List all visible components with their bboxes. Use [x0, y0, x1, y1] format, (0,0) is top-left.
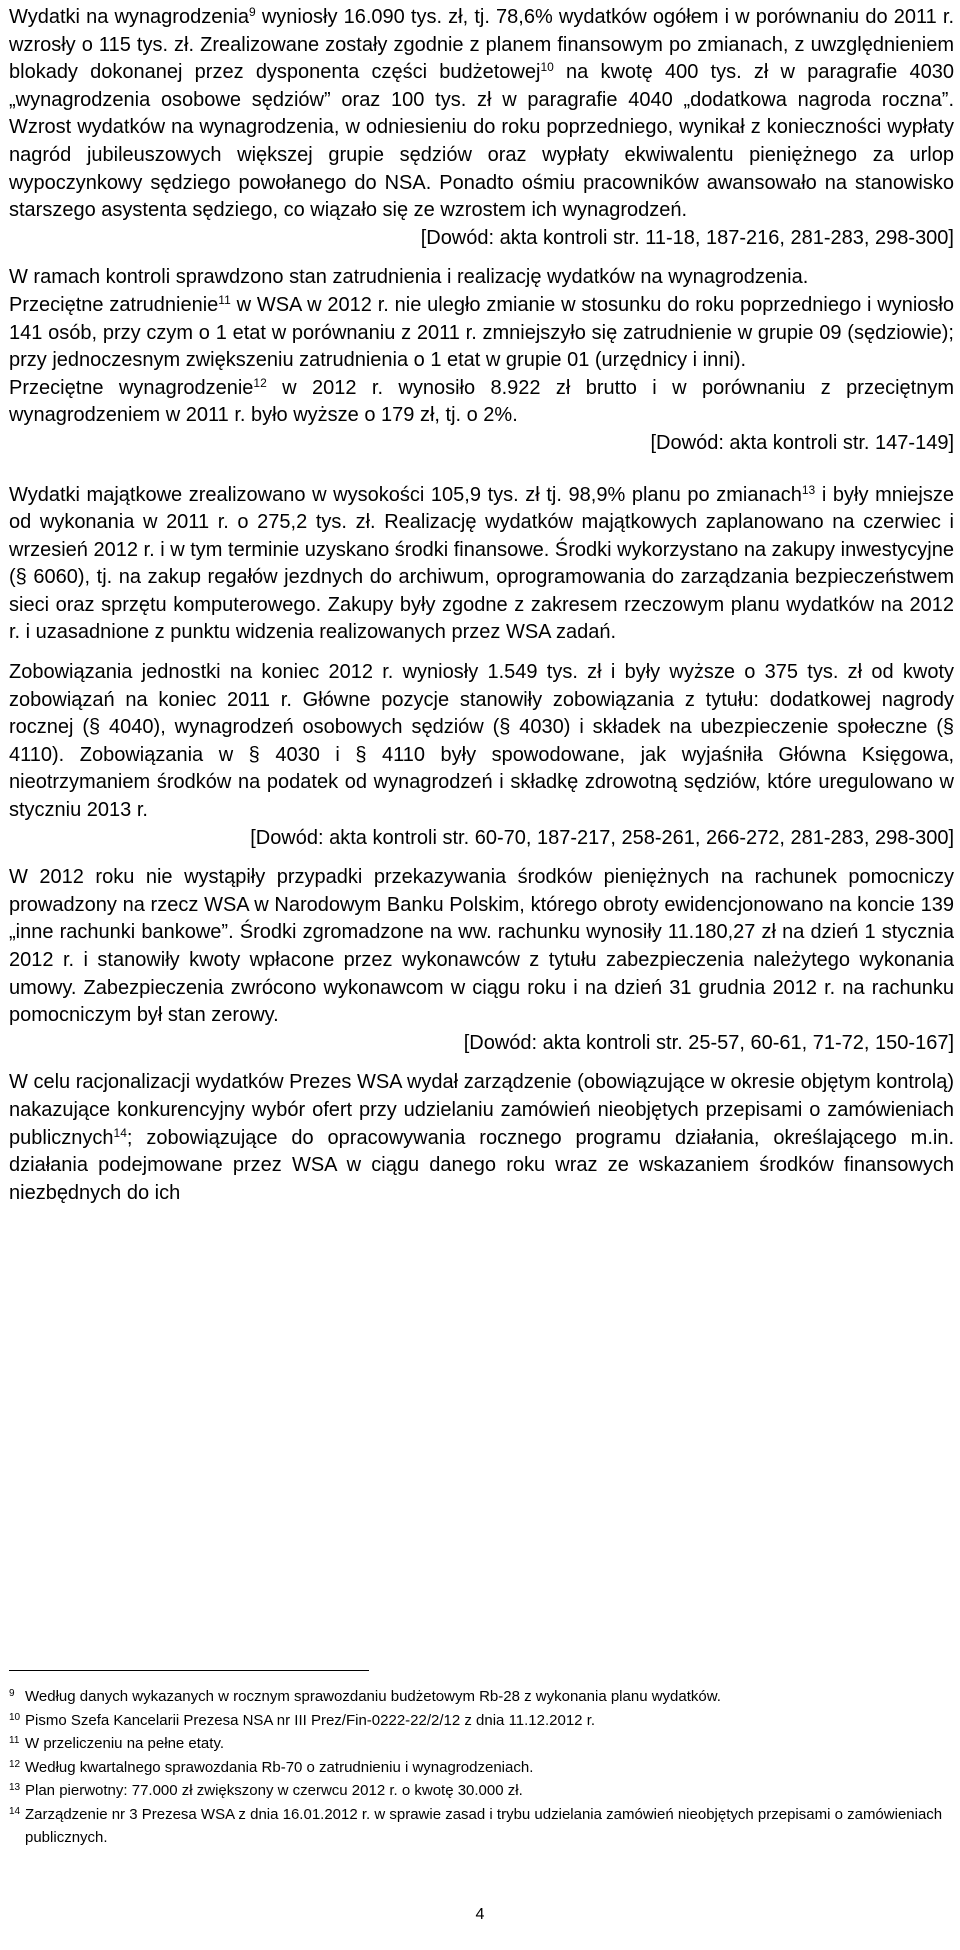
footnote-number: 10 — [9, 1711, 21, 1723]
footnote-item — [9, 1756, 954, 1780]
footnote-ref-10[interactable]: 10 — [540, 60, 554, 75]
footnotes-section — [9, 1670, 954, 1850]
text-run: w 2012 r. wynosiło 8.922 zł brutto i w porównaniu z przeciętnym wynagrodzeniem w 2011 r. było wyższe o 179 zł, tj. o 2%. — [9, 376, 954, 427]
text-run: W celu racjonalizacji wydatków Prezes WSA wydał zarządzenie (obowiązujące w okresie objętym kontrolą) nakazujące konkurencyjny wybór ofert przy udzielaniu zamówień nieobjętych przepisami o zamówieniach publicznych — [9, 1071, 954, 1149]
paragraph-average-employment — [9, 292, 954, 375]
evidence-reference: [Dowód: akta kontroli str. 60-70, 187-217, 258-261, 266-272, 281-283, 298-300] — [250, 826, 954, 849]
text-run: i były mniejsze od wykonania w 2011 r. o 275,2 tys. zł. Realizację wydatków majątkowych zaplanowano na czerwiec i wrzesień 2012 r. i w tym terminie uzyskano środki finansowe. Środki wykorzystano na zakupy inwestycyjne (§ 6060), tj. na zakup regałów jezdnych do archiwum, oprogramowania do zarządzania bezpieczeństwem sieci oraz sprzętu komputerowego. Zakupy były zgodne z zakresem rzeczowym planu wydatków na 2012 r. i uzasadnione z punktu widzenia realizowanych przez WSA zadań. — [9, 483, 954, 644]
footnote-ref-13[interactable]: 13 — [801, 482, 816, 497]
text-run: Przeciętne zatrudnienie — [9, 293, 219, 316]
footnote-ref-9[interactable]: 9 — [249, 5, 256, 19]
text-run: Wydatki majątkowe zrealizowano w wysokości 105,9 tys. zł tj. 98,9% planu po zmianach — [9, 483, 802, 506]
footnote-ref-11[interactable]: 11 — [218, 292, 231, 307]
footnote-text: Według kwartalnego sprawozdania Rb-70 o zatrudnieniu i wynagrodzeniach. — [25, 1758, 534, 1776]
paragraph-employment-intro: W ramach kontroli sprawdzono stan zatrudnienia i realizację wydatków na wynagrodzenia. — [9, 266, 809, 289]
paragraph-rationalization — [9, 1069, 954, 1207]
footnote-item — [9, 1779, 954, 1803]
footnote-ref-14[interactable]: 14 — [113, 1125, 127, 1140]
paragraph-liabilities: Zobowiązania jednostki na koniec 2012 r. wyniosły 1.549 tys. zł i były wyższe o 375 tys. zł od kwoty zobowiązań na koniec 2011 r. Główne pozycje stanowiły zobowiązania z tytułu: dodatkowej nagrody rocznej (§ 4040), wynagrodzeń osobowych sędziów (§ 4030) i składek na ubezpieczenie społeczne (§ 4110). Zobowiązania w § 4030 i § 4110 były spowodowane, jak wyjaśniła Główna Księgowa, nieotrzymaniem środków na podatek od wynagrodzeń i składkę zdrowotną sędziów, które uregulowano w styczniu 2013 r. — [9, 661, 954, 822]
footnote-number: 13 — [9, 1782, 21, 1793]
footnote-number: 14 — [9, 1805, 21, 1817]
footnote-text: Plan pierwotny: 77.000 zł zwiększony w czerwcu 2012 r. o kwotę 30.000 zł. — [25, 1782, 523, 1799]
text-run: w WSA w 2012 r. nie uległo zmianie w stosunku do roku poprzedniego i wyniosło 141 osób, przy czym o 1 etat w porównaniu z 2011 r. zmniejszyło się zatrudnienie w grupie 09 (sędziowie); przy jednoczesnym zwiększeniu zatrudnienia o 1 etat w grupie 01 (urzędnicy i inni). — [9, 293, 954, 372]
body-text — [9, 4, 954, 1207]
footnote-item — [9, 1685, 954, 1709]
footnote-number: 11 — [9, 1735, 20, 1746]
footnote-separator — [9, 1670, 369, 1671]
evidence-reference: [Dowód: akta kontroli str. 25-57, 60-61, 71-72, 150-167] — [463, 1031, 954, 1054]
page-number: 4 — [475, 1906, 485, 1923]
text-run: ; zobowiązujące do opracowywania rocznego programu działania, określającego m.in. działania podejmowane przez WSA w ciągu danego roku wraz ze wskazaniem środków finansowych niezbędnych do ich — [9, 1126, 954, 1204]
footnote-text: Według danych wykazanych w rocznym sprawozdaniu budżetowym Rb-28 z wykonania planu wydatków. — [25, 1688, 721, 1705]
footnote-text: W przeliczeniu na pełne etaty. — [25, 1735, 224, 1752]
footnote-text: Pismo Szefa Kancelarii Prezesa NSA nr III Prez/Fin-0222-22/2/12 z dnia 11.12.2012 r. — [25, 1711, 596, 1729]
paragraph-auxiliary-account: W 2012 roku nie wystąpiły przypadki przekazywania środków pieniężnych na rachunek pomocniczy prowadzony na rzecz WSA w Narodowym Banku Polskim, którego obroty ewidencjonowano na koncie 139 „inne rachunki bankowe”. Środki zgromadzone na ww. rachunku wynosiły 11.180,27 zł na dzień 1 stycznia 2012 r. i stanowiły kwoty wpłacone przez wykonawców z tytułu zabezpieczenia należytego wykonania umowy. Zabezpieczenia zwrócono wykonawcom w ciągu roku i na dzień 31 grudnia 2012 r. na rachunku pomocniczym był stan zerowy. — [9, 866, 954, 1027]
text-run: Przeciętne wynagrodzenie — [9, 376, 254, 399]
footnote-number: 9 — [9, 1688, 15, 1699]
paragraph-capital-expenditure — [9, 482, 954, 648]
paragraph-average-salary — [9, 375, 954, 430]
text-run: Wydatki na wynagrodzenia — [9, 6, 250, 28]
text-run: na kwotę 400 tys. zł w paragrafie 4030 „wynagrodzenia osobowe sędziów” oraz 100 tys. zł w paragrafie 4040 „dodatkowa nagroda roczna”. Wzrost wydatków na wynagrodzenia, w odniesieniu do roku poprzedniego, wynikał z konieczności wypłaty nagród jubileuszowych większej grupie sędziów oraz wypłaty ekwiwalentu pieniężnego za urlop wypoczynkowy sędziego powołanego do NSA. Ponadto ośmiu pracowników awansowało na stanowisko starszego asystenta sędziego, co wiązało się ze wzrostem ich wynagrodzeń. — [9, 61, 954, 222]
footnote-text: Zarządzenie nr 3 Prezesa WSA z dnia 16.01.2012 r. w sprawie zasad i trybu udzielania zamówień nieobjętych przepisami o zamówieniach publicznych. — [25, 1805, 943, 1846]
footnote-item — [9, 1709, 954, 1733]
footnote-number: 12 — [9, 1758, 21, 1770]
evidence-reference: [Dowód: akta kontroli str. 147-149] — [650, 431, 954, 454]
footnote-item — [9, 1732, 954, 1756]
evidence-reference: [Dowód: akta kontroli str. 11-18, 187-216, 281-283, 298-300] — [420, 226, 954, 249]
footnote-ref-12[interactable]: 12 — [253, 375, 267, 390]
text-run: wyniosły 16.090 tys. zł, tj. 78,6% wydatków ogółem i w porównaniu do 2011 r. wzrosły o 115 tys. zł. Zrealizowane zostały zgodnie z planem finansowym po zmianach, z uwzględnieniem blokady dokonanej przez dysponenta części budżetowej — [9, 6, 954, 84]
footnote-item — [9, 1803, 954, 1850]
paragraph-salary-expenses — [9, 4, 954, 225]
